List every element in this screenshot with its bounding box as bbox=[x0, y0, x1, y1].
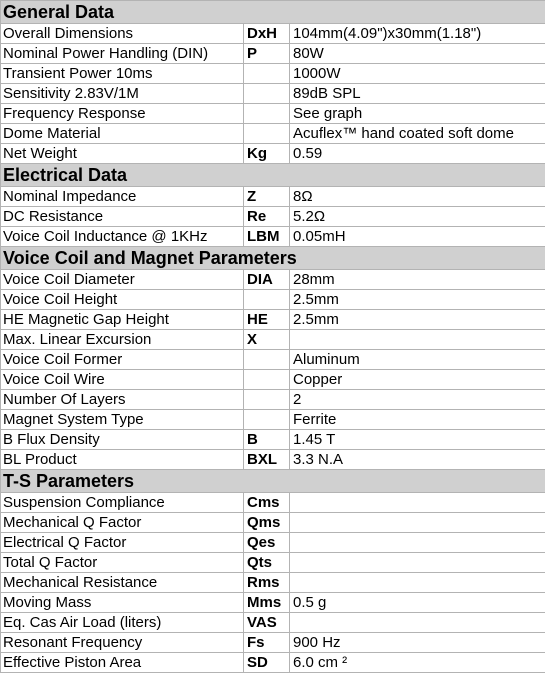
param-label: Dome Material bbox=[1, 124, 244, 144]
table-row bbox=[1, 84, 545, 104]
param-label: Voice Coil Former bbox=[1, 350, 244, 370]
param-value: 2 bbox=[290, 390, 545, 410]
param-label: Eq. Cas Air Load (liters) bbox=[1, 613, 244, 633]
param-value: 28mm bbox=[290, 270, 545, 290]
param-value: 6.0 cm ² bbox=[290, 653, 545, 673]
param-value: 2.5mm bbox=[290, 290, 545, 310]
param-symbol: Z bbox=[244, 187, 290, 207]
section-title: T-S Parameters bbox=[1, 470, 545, 493]
param-value: 80W bbox=[290, 44, 545, 64]
param-label: Frequency Response bbox=[1, 104, 244, 124]
param-symbol bbox=[244, 64, 290, 84]
param-symbol: Cms bbox=[244, 493, 290, 513]
param-value bbox=[290, 613, 545, 633]
param-label: Voice Coil Inductance @ 1KHz bbox=[1, 227, 244, 247]
param-label: Mechanical Resistance bbox=[1, 573, 244, 593]
table-row bbox=[1, 207, 545, 227]
table-row bbox=[1, 633, 545, 653]
param-value: 0.05mH bbox=[290, 227, 545, 247]
param-label: Effective Piston Area bbox=[1, 653, 244, 673]
param-label: Sensitivity 2.83V/1M bbox=[1, 84, 244, 104]
param-label: Transient Power 10ms bbox=[1, 64, 244, 84]
param-value: 2.5mm bbox=[290, 310, 545, 330]
param-label: Moving Mass bbox=[1, 593, 244, 613]
param-symbol: Fs bbox=[244, 633, 290, 653]
table-row bbox=[1, 410, 545, 430]
param-symbol bbox=[244, 390, 290, 410]
param-label: Max. Linear Excursion bbox=[1, 330, 244, 350]
table-row bbox=[1, 533, 545, 553]
param-label: Electrical Q Factor bbox=[1, 533, 244, 553]
table-row bbox=[1, 390, 545, 410]
param-value: 8Ω bbox=[290, 187, 545, 207]
param-value: Copper bbox=[290, 370, 545, 390]
param-symbol: Rms bbox=[244, 573, 290, 593]
param-symbol: Re bbox=[244, 207, 290, 227]
param-label: Voice Coil Height bbox=[1, 290, 244, 310]
param-symbol bbox=[244, 84, 290, 104]
table-row bbox=[1, 593, 545, 613]
param-label: Total Q Factor bbox=[1, 553, 244, 573]
param-label: Number Of Layers bbox=[1, 390, 244, 410]
param-value bbox=[290, 330, 545, 350]
param-value bbox=[290, 493, 545, 513]
param-label: B Flux Density bbox=[1, 430, 244, 450]
param-symbol: BXL bbox=[244, 450, 290, 470]
param-value: 0.59 bbox=[290, 144, 545, 164]
param-symbol: Qes bbox=[244, 533, 290, 553]
param-symbol: Mms bbox=[244, 593, 290, 613]
table-row bbox=[1, 513, 545, 533]
table-row bbox=[1, 124, 545, 144]
param-value: Acuflex™ hand coated soft dome bbox=[290, 124, 545, 144]
param-symbol: P bbox=[244, 44, 290, 64]
param-symbol: DIA bbox=[244, 270, 290, 290]
param-value: See graph bbox=[290, 104, 545, 124]
param-value bbox=[290, 513, 545, 533]
param-value: 900 Hz bbox=[290, 633, 545, 653]
param-symbol bbox=[244, 124, 290, 144]
table-row bbox=[1, 613, 545, 633]
param-symbol bbox=[244, 290, 290, 310]
param-symbol: HE bbox=[244, 310, 290, 330]
section-header bbox=[1, 164, 545, 187]
table-row bbox=[1, 430, 545, 450]
table-row bbox=[1, 187, 545, 207]
param-value bbox=[290, 573, 545, 593]
param-label: Nominal Impedance bbox=[1, 187, 244, 207]
table-row bbox=[1, 370, 545, 390]
param-symbol: Qts bbox=[244, 553, 290, 573]
table-row bbox=[1, 270, 545, 290]
param-value: Aluminum bbox=[290, 350, 545, 370]
param-symbol: X bbox=[244, 330, 290, 350]
param-label: Voice Coil Diameter bbox=[1, 270, 244, 290]
param-symbol bbox=[244, 370, 290, 390]
param-value: Ferrite bbox=[290, 410, 545, 430]
param-symbol: Kg bbox=[244, 144, 290, 164]
table-row bbox=[1, 653, 545, 673]
param-symbol: B bbox=[244, 430, 290, 450]
table-row bbox=[1, 310, 545, 330]
section-header bbox=[1, 1, 545, 24]
table-row bbox=[1, 290, 545, 310]
section-title: Voice Coil and Magnet Parameters bbox=[1, 247, 545, 270]
param-symbol: LBM bbox=[244, 227, 290, 247]
table-row bbox=[1, 144, 545, 164]
param-value: 89dB SPL bbox=[290, 84, 545, 104]
table-row bbox=[1, 104, 545, 124]
param-value: 3.3 N.A bbox=[290, 450, 545, 470]
param-value: 0.5 g bbox=[290, 593, 545, 613]
param-label: Mechanical Q Factor bbox=[1, 513, 244, 533]
param-symbol bbox=[244, 410, 290, 430]
param-value bbox=[290, 553, 545, 573]
param-value bbox=[290, 533, 545, 553]
param-symbol: SD bbox=[244, 653, 290, 673]
param-label: Resonant Frequency bbox=[1, 633, 244, 653]
param-value: 5.2Ω bbox=[290, 207, 545, 227]
table-row bbox=[1, 330, 545, 350]
table-row bbox=[1, 44, 545, 64]
param-label: BL Product bbox=[1, 450, 244, 470]
param-label: Voice Coil Wire bbox=[1, 370, 244, 390]
table-row bbox=[1, 350, 545, 370]
table-row bbox=[1, 227, 545, 247]
section-header bbox=[1, 247, 545, 270]
param-symbol bbox=[244, 350, 290, 370]
param-symbol: VAS bbox=[244, 613, 290, 633]
param-label: Overall Dimensions bbox=[1, 24, 244, 44]
table-row bbox=[1, 24, 545, 44]
spec-table-body bbox=[1, 1, 545, 673]
table-row bbox=[1, 553, 545, 573]
table-row bbox=[1, 64, 545, 84]
param-value: 1000W bbox=[290, 64, 545, 84]
section-title: General Data bbox=[1, 1, 545, 24]
param-label: Suspension Compliance bbox=[1, 493, 244, 513]
param-value: 104mm(4.09")x30mm(1.18") bbox=[290, 24, 545, 44]
param-label: Nominal Power Handling (DIN) bbox=[1, 44, 244, 64]
param-symbol: DxH bbox=[244, 24, 290, 44]
table-row bbox=[1, 573, 545, 593]
param-symbol: Qms bbox=[244, 513, 290, 533]
table-row bbox=[1, 450, 545, 470]
table-row bbox=[1, 493, 545, 513]
param-symbol bbox=[244, 104, 290, 124]
param-label: Net Weight bbox=[1, 144, 244, 164]
param-value: 1.45 T bbox=[290, 430, 545, 450]
param-label: HE Magnetic Gap Height bbox=[1, 310, 244, 330]
section-header bbox=[1, 470, 545, 493]
section-title: Electrical Data bbox=[1, 164, 545, 187]
param-label: DC Resistance bbox=[1, 207, 244, 227]
param-label: Magnet System Type bbox=[1, 410, 244, 430]
